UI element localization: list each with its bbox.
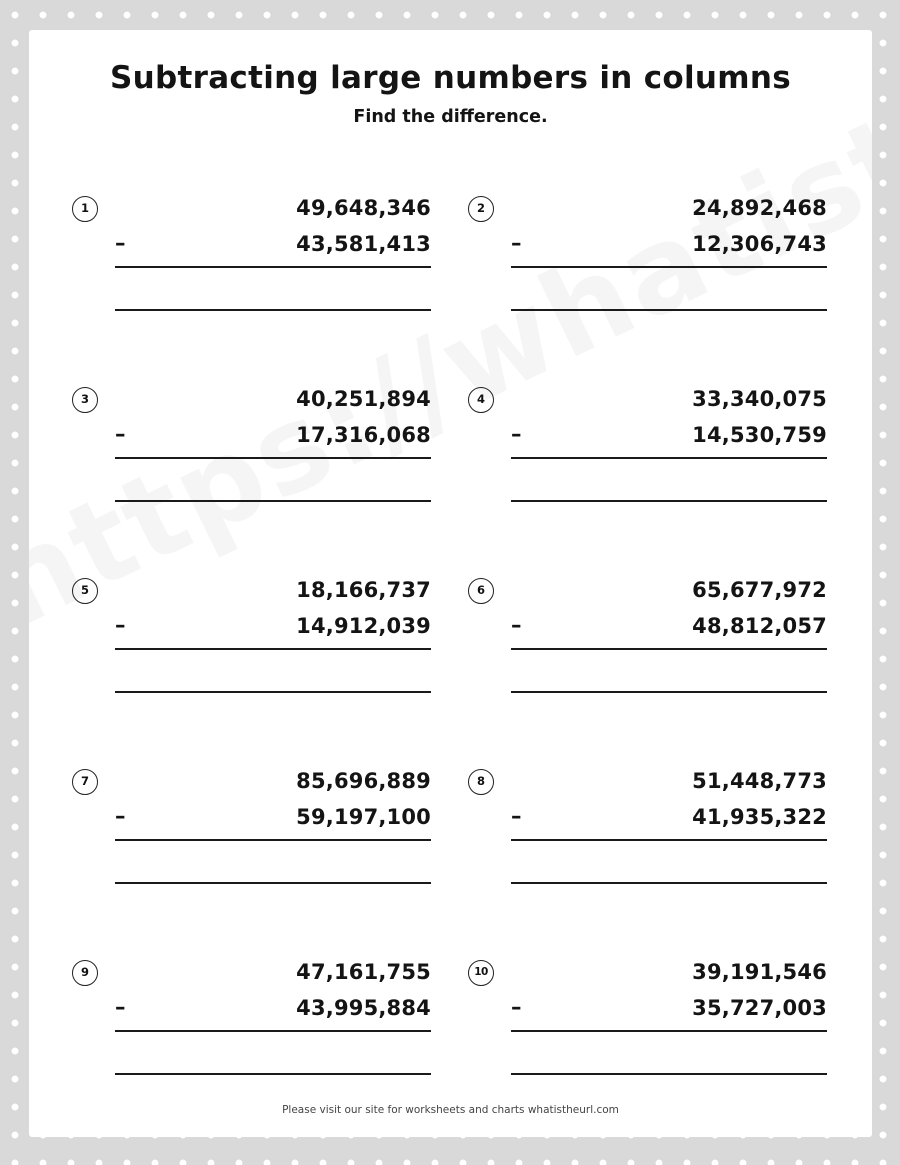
answer-line-bottom[interactable]: [511, 309, 827, 311]
watermark-text: [29, 48, 872, 654]
minuend: 33,340,075: [692, 387, 827, 411]
problem-number-badge: 3: [72, 387, 98, 413]
minus-sign: –: [115, 422, 126, 446]
worksheet-page: [29, 30, 872, 1137]
problem-2: [454, 184, 827, 314]
footer-credit: Please visit our site for worksheets and charts whatistheurl.com: [282, 1104, 619, 1116]
problem-1: [58, 184, 431, 314]
problem-6: [454, 566, 827, 696]
answer-line-bottom[interactable]: [115, 309, 431, 311]
subtrahend: 17,316,068: [296, 423, 431, 447]
problem-8: [454, 757, 827, 887]
answer-line-top: [115, 839, 431, 841]
subtrahend: 14,530,759: [692, 423, 827, 447]
answer-line-top: [115, 457, 431, 459]
answer-line-top: [511, 839, 827, 841]
minuend: 65,677,972: [692, 578, 827, 602]
subtrahend: 41,935,322: [692, 805, 827, 829]
answer-line-bottom[interactable]: [115, 882, 431, 884]
problem-9: [58, 948, 431, 1078]
subtrahend: 48,812,057: [692, 614, 827, 638]
subtrahend: 14,912,039: [296, 614, 431, 638]
problem-number-badge: 5: [72, 578, 98, 604]
minus-sign: –: [115, 995, 126, 1019]
minus-sign: –: [511, 804, 522, 828]
minuend: 24,892,468: [692, 196, 827, 220]
answer-line-bottom[interactable]: [115, 691, 431, 693]
problem-number-badge: 8: [468, 769, 494, 795]
answer-line-bottom[interactable]: [511, 882, 827, 884]
problem-number-badge: 1: [72, 196, 98, 222]
minuend: 51,448,773: [692, 769, 827, 793]
answer-line-top: [511, 648, 827, 650]
problem-5: [58, 566, 431, 696]
answer-line-bottom[interactable]: [511, 1073, 827, 1075]
answer-line-bottom[interactable]: [511, 691, 827, 693]
minuend: 18,166,737: [296, 578, 431, 602]
answer-line-top: [115, 266, 431, 268]
minus-sign: –: [511, 231, 522, 255]
minuend: 85,696,889: [296, 769, 431, 793]
problem-3: [58, 375, 431, 505]
page-title: Subtracting large numbers in columns: [110, 60, 791, 96]
page-instruction: Find the difference.: [353, 107, 548, 127]
answer-line-top: [511, 457, 827, 459]
answer-line-top: [511, 266, 827, 268]
subtrahend: 59,197,100: [296, 805, 431, 829]
problem-number-badge: 10: [468, 960, 494, 986]
problem-number-badge: 7: [72, 769, 98, 795]
subtrahend: 35,727,003: [692, 996, 827, 1020]
answer-line-top: [511, 1030, 827, 1032]
minus-sign: –: [115, 804, 126, 828]
answer-line-bottom[interactable]: [115, 500, 431, 502]
problem-4: [454, 375, 827, 505]
minus-sign: –: [115, 231, 126, 255]
minuend: 39,191,546: [692, 960, 827, 984]
subtrahend: 43,581,413: [296, 232, 431, 256]
problem-number-badge: 4: [468, 387, 494, 413]
minus-sign: –: [511, 613, 522, 637]
answer-line-bottom[interactable]: [115, 1073, 431, 1075]
problem-number-badge: 2: [468, 196, 494, 222]
subtrahend: 12,306,743: [692, 232, 827, 256]
problem-number-badge: 6: [468, 578, 494, 604]
minuend: 49,648,346: [296, 196, 431, 220]
answer-line-bottom[interactable]: [511, 500, 827, 502]
minus-sign: –: [511, 995, 522, 1019]
problem-7: [58, 757, 431, 887]
problem-number-badge: 9: [72, 960, 98, 986]
minus-sign: –: [511, 422, 522, 446]
minus-sign: –: [115, 613, 126, 637]
subtrahend: 43,995,884: [296, 996, 431, 1020]
problem-10: [454, 948, 827, 1078]
minuend: 40,251,894: [296, 387, 431, 411]
answer-line-top: [115, 648, 431, 650]
answer-line-top: [115, 1030, 431, 1032]
minuend: 47,161,755: [296, 960, 431, 984]
